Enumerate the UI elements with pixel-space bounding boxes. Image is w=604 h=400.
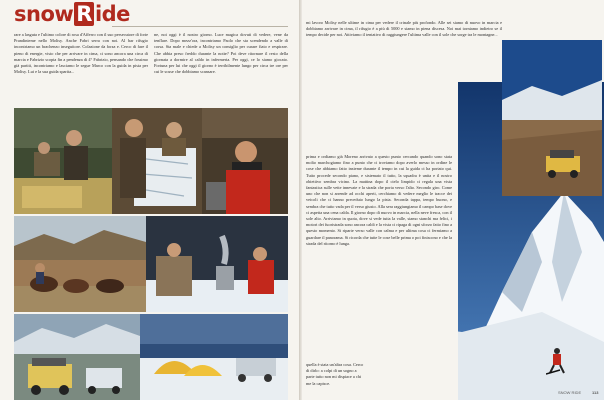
footer-section: SNOW RIDE <box>558 390 582 395</box>
photo-tents-snow <box>140 314 288 400</box>
left-column-text: rare a lasguta e l'ultimo colore di rosa d'Afferro con il suo persecutore di forte Prandinieme nello Molisy. Anche Fabri serra con noi. Al bar rifugio incontriamo un brachenzo inseguitore. Colazione da forza e. Cerco di fare il pieno di energie, visto che per arrivare in cima, ci sono ancora una circa di marcia e Fabrizio scopia fin a pendenza di 4° Fabrizio, pensando che fossimo già partiti, incontriamo e lasciamo le segue Marco con la guida in pista per Molisy. Lui e la sua guida sparita... <box>14 32 148 75</box>
photo-mechanics <box>14 108 112 214</box>
skier-figure <box>546 346 568 376</box>
main-column-text: prima e ordiamo già Moreno arrivato a questo punto cercando quando sono stata molto marchogiamo fino a punto che ci troviamo dopo averlo messo in ordine le cose che abbiamo fatto insieme durante il tempo in cui la guida ci ha portato qui. Tutto procede secondo piano, e sistemato il tutto, la squadra è unita e il nostro obiettivo sembra vicino. La mattina dopo il cielo limpido ci regala una vista fantastica sulle vette innevate e la strada che porta verso l'alto. Secondo giro. Come uno che non si arrende ad occhi aperti, cerchiamo di vedere meglio le tracce dei veicoli che ci hanno preceduto lungo la pista. Seconda tappa, tempo buono, e sembra che tutto vada per il verso giusto. Alla sera raggiungiamo il campo base dove ci aspetta una cena calda. Il giorno dopo di nuovo in marcia, nella neve fresca, con il sole alto. Arriviamo in quota, dove si vede tutta la valle, siamo stanchi ma felici, i motori dei fuoristrada sono ancora caldi e la vista ci ripaga di ogni sforzo fatto fino a questo momento. Si riparte verso valle con calma e per ultima cosa ci fermiamo a guardare il panorama. Si ricorda che tutte le cose belle prima o poi finiscono e che la strada del ritorno è lunga. <box>306 154 452 246</box>
right-page <box>302 0 604 400</box>
photo-vehicle-ridge <box>502 40 602 196</box>
right-column-text: ne, noi oggi è il nostro giorno. Luce magica dovuti di vedere, vene da tenflare. Dopo mezz'ora, incontriamo Paolo che sta scendendo a valle di corsa. Sta male e chiede a Molisy un consiglio per curare fiato e respirare. Che abbia preso freddo durante la notte? Poi deve ritornare il resto della giornata a dormire al caldo in infermeria. Per oggi, ce lo siamo giocato. Fortuna per lui che oggi il giorno è terribilmente lungo per circa tre ore per cui le scuse che dobbiamo scansare. <box>154 32 288 75</box>
left-page <box>0 0 300 400</box>
page-number: 113 <box>592 390 599 395</box>
photo-vehicles-convoy <box>14 314 140 400</box>
photo-camp-cooking <box>146 216 288 312</box>
photo-horses <box>14 216 146 312</box>
masthead-logo: snow R ide <box>14 2 130 26</box>
top-text-block: mi lavoro Molisy nelle ultime in cima per vedere il crinale più profondo. Alle sei siamo di nuovo in marcia e dobbiamo arrivare in cima, il rifugio è a più di 5000 e siamo in piena discesa. Noi mai torniamo indietro se il tempo decide per noi. Attiviamo il tentativo di raggiungere l'ultima valle con il sole che sorge tra le montagne... <box>306 20 502 38</box>
photo-map-reading <box>112 108 202 214</box>
header-rule <box>112 26 288 27</box>
column-tail-text: quella è stata un'altra cosa. Cerco di dirlo: a colpi di un sogno a parte tutto non mi dispiace a chi me la capisce. <box>306 362 364 386</box>
photo-man-red-jacket <box>202 108 288 214</box>
